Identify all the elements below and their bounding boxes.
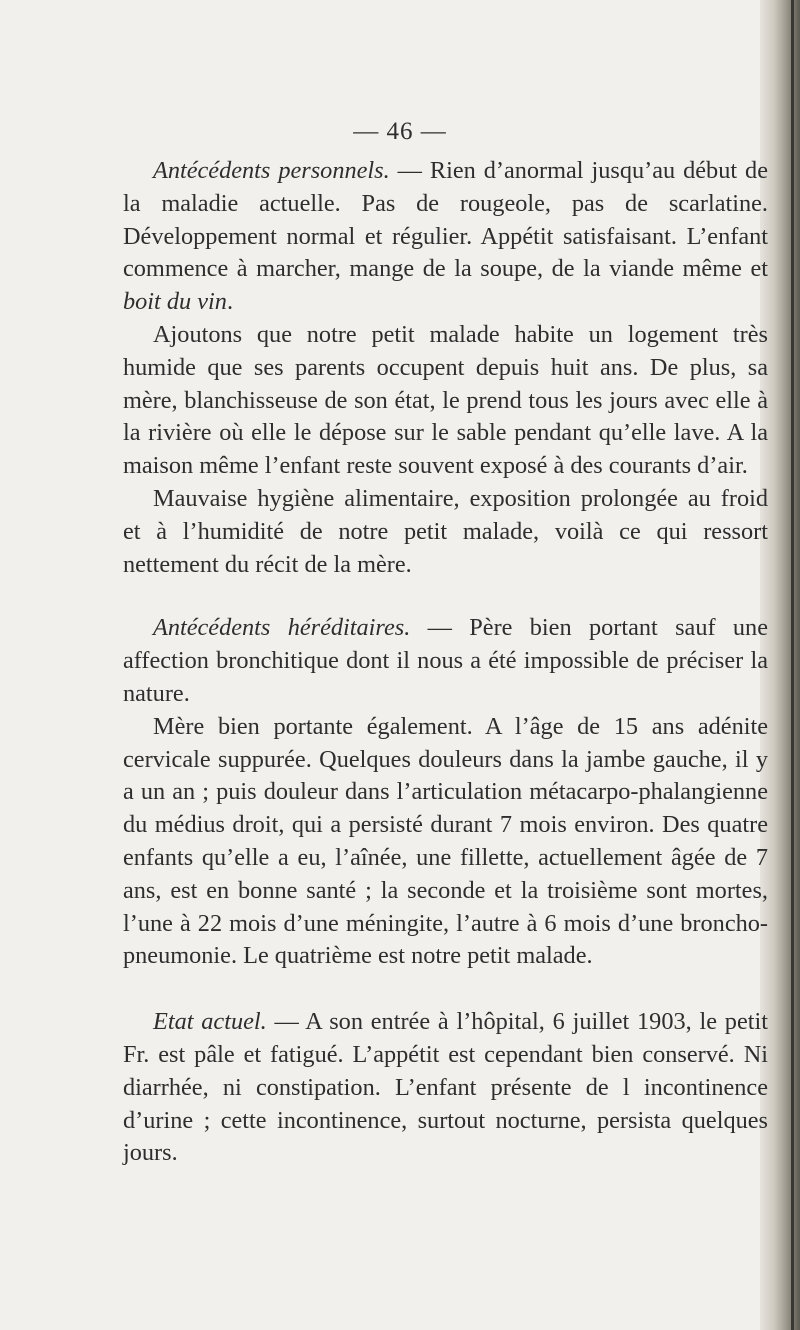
paragraph-text: — Père bien portant sauf une affection bronchitique dont il nous a été impossible de préciser la nature.: [123, 614, 768, 707]
paragraph-mere: Mère bien portante également. A l’âge de 15 ans adénite cervicale suppurée. Quelques douleurs dans la jambe gauche, il y a un an ; puis douleur dans l’articulation métacarpo-phalangienne du médius droit, qui a persisté durant 7 mois environ. Des quatre enfants qu’elle a eu, l’aînée, une fillette, actuellement âgée de 7 ans, est en bonne santé ; la seconde et la troisième sont mortes, l’une à 22 mois d’une méningite, l’autre à 6 mois d’une broncho-pneumonie. Le quatrième est notre petit malade.: [123, 712, 768, 970]
paragraph-logement: Ajoutons que notre petit malade habite un logement très humide que ses parents occupent depuis huit ans. De plus, sa mère, blanchisseuse de son état, le prend tous les jours avec elle à la rivière où elle le dépose sur le sable pendant qu’elle lave. A la maison même l’enfant reste souvent exposé à des courants d’air.: [123, 320, 768, 480]
page-binding-edge: [791, 0, 794, 1330]
section-heading: Antécédents personnels.: [153, 157, 390, 184]
paragraph-antecedents-hereditaires: [123, 612, 768, 710]
paragraph-tail: .: [226, 288, 234, 316]
page-number: — 46 —: [353, 118, 447, 145]
paragraph-etat-actuel: [123, 1006, 768, 1170]
paragraph-hygiene: Mauvaise hygiène alimentaire, exposition prolongée au froid et à l’humidité de notre petit malade, voilà ce qui ressort nettement du récit de la mère.: [123, 484, 768, 578]
paragraph-antecedents-personnels: [123, 155, 768, 319]
paragraph-text: — Rien d’anormal jusqu’au début de la maladie actuelle. Pas de rougeole, pas de scarlatine. Développement normal et régulier. Appétit satisfaisant. L’enfant commence à marcher, mange de la soupe, de la viande même et: [123, 157, 768, 283]
paragraph-text: — A son entrée à l’hôpital, 6 juillet 1903, le petit Fr. est pâle et fatigué. L’appétit est cependant bien conservé. Ni diarrhée, ni constipation. L’enfant présente de l incontinence d’urine ; cette incontinence, surtout nocturne, persista quelques jours.: [123, 1008, 768, 1167]
section-heading: Etat actuel.: [153, 1008, 267, 1036]
emphasis-text: boit du vin: [123, 288, 227, 316]
body-text: [123, 155, 768, 1170]
section-heading: Antécédents héréditaires.: [153, 614, 411, 642]
